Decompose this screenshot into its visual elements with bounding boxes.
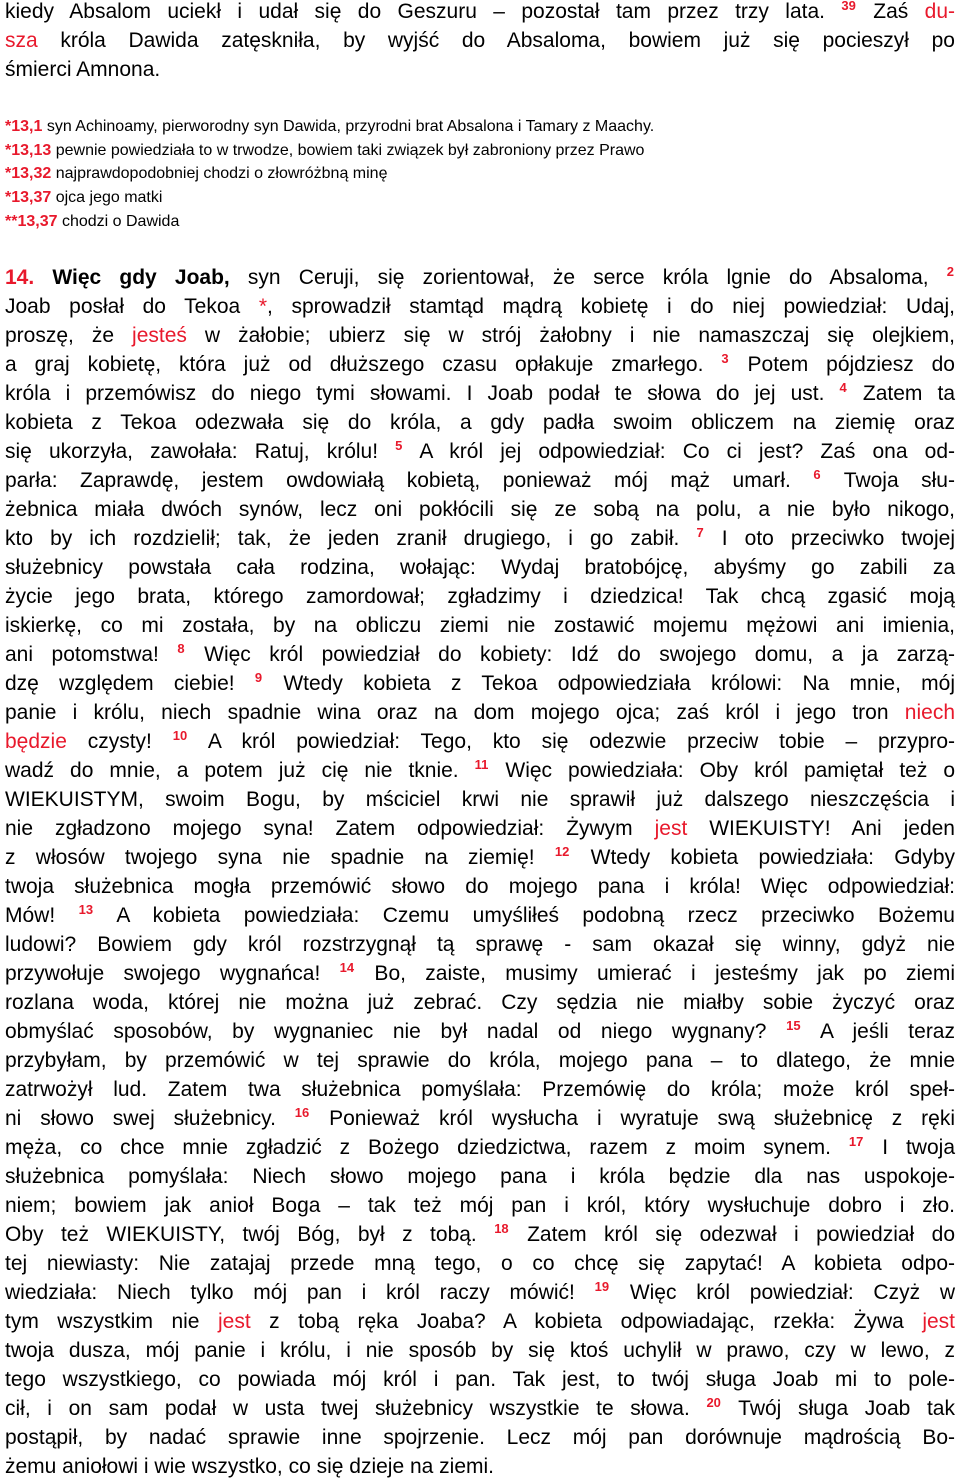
text-span: twoja dusza, mój panie i królu, i nie sposób by się ktoś uchylił w prawo, czy w lewo, z (5, 1339, 955, 1362)
footnote-line (5, 163, 387, 185)
text-line (5, 1165, 955, 1189)
text-line (5, 498, 955, 522)
text-span: tej niewiasty: Nie zatajaj przede mną tego, o co chcę się zapytać! A kobieta odpo- (5, 1252, 955, 1275)
text-span: cił, i on sam podał w usta twej służebnicy wszystkie te słowa. (5, 1397, 707, 1420)
text-span: nie zgładzono mojego syna! Zatem odpowiedział: Żywym (5, 817, 655, 840)
text-span: Wtedy kobieta powiedziała: Gdyby (570, 846, 955, 869)
text-span: Bo, zaiste, musimy umierać i jesteśmy jak po ziemi (355, 962, 956, 985)
text-span: Zatem król się odezwał i powiedział do (509, 1223, 956, 1246)
verse-number: 13 (78, 902, 94, 917)
text-span: w żałobie; ubierz się w strój żałobny i nie namaszczaj się olejkiem, (186, 324, 955, 347)
text-span: z tobą ręka Joaba? A kobieta odpowiadając, rzekła: Żywa (250, 1310, 923, 1333)
text-line (5, 1455, 494, 1479)
text-line (5, 1368, 955, 1392)
text-line (5, 0, 955, 24)
highlighted-word: jesteś (132, 324, 187, 347)
text-span: śmierci Amnona. (5, 58, 161, 81)
text-span: proszę, że (5, 324, 133, 347)
text-span: kobieta z Tekoa odezwała się do króla, a gdy padła swoim obliczem na ziemię oraz (5, 411, 955, 434)
text-span: Oby też WIEKUISTY, twój Bóg, był z tobą. (5, 1223, 495, 1246)
text-span: WIEKUISTYM, swoim Bogu, by mściciel krwi nie sprawił już dalszego nieszczęścia i (5, 788, 955, 811)
text-line (5, 643, 955, 667)
verse-number: 39 (841, 0, 856, 13)
text-span: Więc król powiedział: Czyż w (610, 1281, 955, 1304)
text-span: Mów! (5, 904, 79, 927)
text-span: obmyślać sposobów, by wygnaniec nie był nadal od niego wygnany? (5, 1020, 787, 1043)
text-line (5, 324, 955, 348)
text-span: przywołuje swojego wygnańca! (5, 962, 340, 985)
text-line (5, 1107, 955, 1131)
highlighted-word: du- (924, 0, 955, 23)
text-line (5, 701, 955, 725)
text-line (5, 556, 955, 580)
text-span: postąpił, by nadać sprawie inne spojrzenie. Lecz mój pan dorównuje mądrością Bo- (5, 1426, 955, 1449)
verse-number: 20 (706, 1395, 721, 1410)
highlighted-word: jest (654, 817, 688, 840)
text-line (5, 614, 955, 638)
text-line (5, 846, 955, 870)
text-line (5, 817, 955, 841)
reference-marker: *13,32 (5, 165, 52, 182)
text-span: pewnie powiedziała to w trwodze, bowiem taki związek był zabroniony przez Prawo (51, 142, 645, 159)
text-line (5, 1252, 955, 1276)
text-line (5, 1397, 955, 1421)
text-span: służebnicy powstała cała rodzina, wołając: Wydaj bratobójcę, abyśmy go zabili za (5, 556, 955, 579)
text-span: syn Achinoamy, pierworodny syn Dawida, przyrodni brat Absalona i Tamary z Maachy. (42, 118, 655, 135)
text-line (5, 266, 955, 290)
text-line (5, 672, 955, 696)
reference-marker: **13,37 (5, 213, 58, 230)
verse-number: 12 (554, 844, 570, 859)
verse-number: 10 (172, 728, 188, 743)
text-span: czysty! (66, 730, 173, 753)
text-line (5, 29, 955, 53)
verse-number: 8 (177, 641, 185, 656)
text-span: iskierkę, co mi została, by na obliczu ziemi nie zostawić mojemu mężowi ani imienia, (5, 614, 955, 637)
text-span: wiedziała: Niech tylko mój pan i król raczy mówić! (5, 1281, 595, 1304)
verse-number: 19 (594, 1279, 610, 1294)
text-span: ni słowo swej służebnicy. (5, 1107, 295, 1130)
text-line (5, 527, 955, 551)
text-span: I oto przeciwko twojej (704, 527, 955, 550)
text-line (5, 353, 955, 377)
text-line (5, 1049, 955, 1073)
text-span: rozlana woda, której nie można już zebrać. Czy sędzia nie miałby sobie życzyć oraz (5, 991, 955, 1014)
text-span: ani potomstwa! (5, 643, 178, 666)
text-span: Potem pójdziesz do (729, 353, 955, 376)
text-span: dzę względem ciebie! (5, 672, 255, 695)
text-line (5, 962, 955, 986)
text-span: A jeśli teraz (801, 1020, 955, 1043)
text-line (5, 1339, 955, 1363)
text-span: , sprowadził stamtąd mądrą kobietę i do niej powiedział: Udaj, (267, 295, 956, 318)
highlighted-word: jest (217, 1310, 251, 1333)
text-span: a graj kobietę, która już od dłuższego czasu opłakuje zmarłego. (5, 353, 722, 376)
text-line (5, 58, 160, 82)
text-span: tego wszystkiego, co powiada mój król i pan. Tak jest, to twój sługa Joab mi to pole- (5, 1368, 955, 1391)
text-span: Ponieważ król wysłucha i wyratuje swą służebnicę z ręki (310, 1107, 955, 1130)
verse-number: 7 (696, 525, 704, 540)
text-span: WIEKUISTY! Ani jeden (687, 817, 955, 840)
verse-number: 5 (395, 438, 403, 453)
verse-number: 17 (848, 1134, 864, 1149)
text-line (5, 1020, 955, 1044)
text-span: zatrwożył lud. Zatem twa służebnica pomyślała: Przemówię do króla; może król speł- (5, 1078, 955, 1101)
text-span: panie i królu, niech spadnie wina oraz na dom mojego ojca; zaś król i jego tron (5, 701, 905, 724)
reference-marker: 14. (5, 266, 35, 289)
text-span: Twoja słu- (821, 469, 955, 492)
text-line (5, 411, 955, 435)
text-span: twoja służebnica mogła przemówić słowo do mojego pana i króla! Więc odpowiedział: (5, 875, 955, 898)
text-line (5, 469, 955, 493)
verse-number: 4 (839, 380, 847, 395)
text-line (5, 1136, 955, 1160)
text-span: ojca jego matki (51, 189, 163, 206)
text-span: wadź do mnie, a potem już cię nie tknie. (5, 759, 475, 782)
text-line (5, 1426, 955, 1450)
text-span: się ukorzyła, zawołała: Ratuj, królu! (5, 440, 396, 463)
text-line (5, 382, 955, 406)
verse-number: 18 (494, 1221, 509, 1236)
highlighted-word: będzie (5, 730, 67, 753)
text-span: króla Dawida zatęskniła, by wyjść do Absaloma, bowiem już się pocieszył po (37, 29, 955, 52)
text-span: Zatem ta (847, 382, 955, 405)
bold-text: Więc gdy Joab, (34, 266, 230, 289)
text-span: A król jej odpowiedział: Co ci jest? Zaś ona od- (403, 440, 955, 463)
text-line (5, 788, 955, 812)
text-span: Joab posłał do Tekoa (5, 295, 259, 318)
text-span: syn Ceruji, się zorientował, że serce króla lgnie do Absaloma, (229, 266, 947, 289)
text-span: najprawdopodobniej chodzi o złowróżbną minę (51, 165, 388, 182)
footnote-line (5, 187, 162, 209)
verse-number: 11 (474, 757, 489, 772)
text-span: żemu aniołowi i wie wszystko, co się dzieje na ziemi. (5, 1455, 495, 1478)
reference-marker: *13,37 (5, 189, 52, 206)
text-line (5, 875, 955, 899)
text-span: Zaś (856, 0, 925, 23)
text-line (5, 759, 955, 783)
text-span: tym wszystkim nie (5, 1310, 218, 1333)
highlighted-word: jest (922, 1310, 955, 1333)
text-span: przybyłam, by przemówić w tej sprawie do króla, mojego pana – to dlatego, że mnie (5, 1049, 955, 1072)
text-line (5, 1223, 955, 1247)
text-span: męża, co chce mnie zgładzić z Bożego dziedzictwa, razem z moim synem. (5, 1136, 849, 1159)
text-span: ludowi? Bowiem gdy król rozstrzygnął tą sprawę - sam okazał się winny, gdyż nie (5, 933, 955, 956)
text-line (5, 1281, 955, 1305)
text-span: z włosów twojego syna nie spadnie na ziemię! (5, 846, 555, 869)
text-span: A król powiedział: Tego, kto się odezwie przeciw tobie – przypro- (188, 730, 955, 753)
text-span: kiedy Absalom uciekł i udał się do Geszuru – pozostał tam przez trzy lata. (5, 0, 842, 23)
text-span: chodzi o Dawida (57, 213, 180, 230)
text-span: Więc powiedziała: Oby król pamiętał też o (489, 759, 956, 782)
text-line (5, 991, 955, 1015)
text-span: niem; bowiem jak anioł Boga – tak też mój pan i król, który wysłuchuje dobro i zło. (5, 1194, 955, 1217)
text-line (5, 1194, 955, 1218)
text-line (5, 295, 955, 319)
verse-number: 3 (721, 351, 729, 366)
highlighted-word: niech (904, 701, 955, 724)
verse-number: 6 (813, 467, 821, 482)
text-span: parła: Zaprawdę, jestem owdowiałą kobietą, ponieważ mój mąż umarł. (5, 469, 814, 492)
text-line (5, 730, 955, 754)
highlighted-word: sza (5, 29, 38, 52)
text-span: Twój sługa Joab tak (721, 1397, 955, 1420)
text-span: króla i przemówisz do niego tymi słowami. I Joab podał te słowa do jej ust. (5, 382, 840, 405)
verse-number: 15 (786, 1018, 801, 1033)
highlighted-word: * (258, 295, 268, 318)
text-span: I twoja (864, 1136, 956, 1159)
text-span: służebnica pomyślała: Niech słowo mojego pana i króla będzie dla nas uspokoje- (5, 1165, 955, 1188)
text-line (5, 933, 955, 957)
text-span: życie jego brata, którego zamordował; zgładzimy i dziedzica! Tak chcą zgasić moją (5, 585, 955, 608)
text-line (5, 1310, 955, 1334)
verse-number: 14 (339, 960, 355, 975)
reference-marker: *13,1 (5, 118, 43, 135)
verse-number: 9 (254, 670, 263, 685)
footnote-line (5, 211, 179, 233)
text-line (5, 1078, 955, 1102)
text-line (5, 904, 955, 928)
verse-number: 2 (946, 264, 955, 279)
footnote-line (5, 140, 644, 162)
text-span: kto by ich rozdzielił; tak, że jeden zranił drugiego, i go zabił. (5, 527, 697, 550)
text-line (5, 440, 955, 464)
reference-marker: *13,13 (5, 142, 52, 159)
text-span: żebnica miała dwóch synów, lecz oni pokłócili się ze sobą na polu, a nie było nikogo, (5, 498, 955, 521)
footnote-line (5, 116, 654, 138)
text-line (5, 585, 955, 609)
text-span: Więc król powiedział do kobiety: Idź do swojego domu, a ja zarzą- (185, 643, 955, 666)
text-span: A kobieta powiedziała: Czemu umyśliłeś podobną rzecz przeciwko Bożemu (94, 904, 955, 927)
verse-number: 16 (294, 1105, 310, 1120)
text-span: Wtedy kobieta z Tekoa odpowiedziała królowi: Na mnie, mój (263, 672, 955, 695)
